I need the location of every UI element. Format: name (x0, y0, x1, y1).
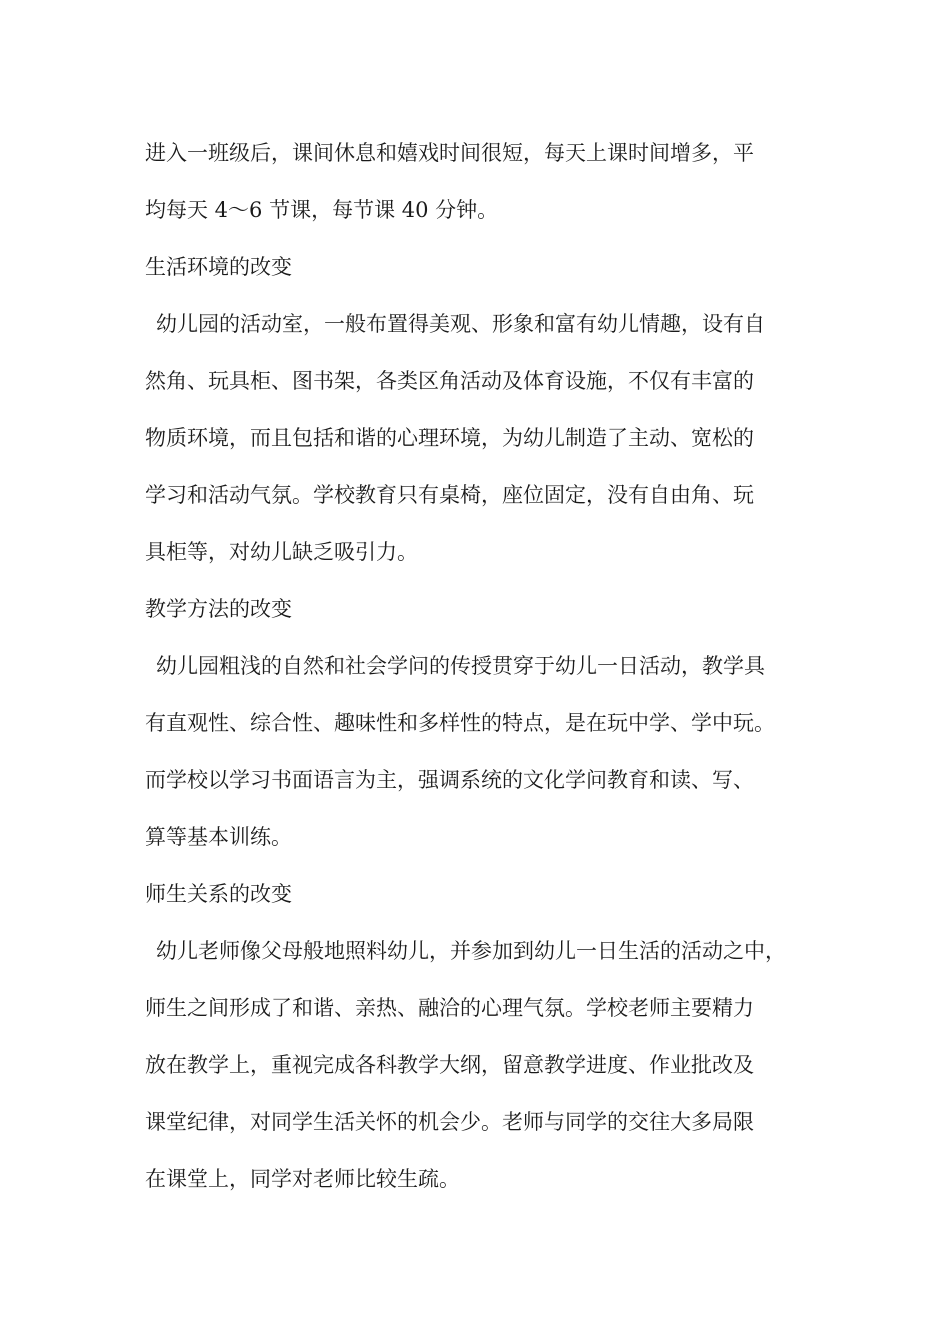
text-line: 物质环境，而且包括和谐的心理环境，为幼儿制造了主动、宽松的 (145, 426, 754, 450)
text-line: 幼儿老师像父母般地照料幼儿，并参加到幼儿一日生活的活动之中， (156, 939, 786, 963)
text-line: 师生之间形成了和谐、亲热、融洽的心理气氛。学校老师主要精力 (145, 996, 754, 1020)
text-line: 算等基本训练。 (145, 825, 292, 849)
text-line: 均每天 4～6 节课，每节课 40 分钟。 (145, 198, 499, 222)
section-heading-teaching-method: 教学方法的改变 (145, 597, 292, 621)
paragraph-living-environment (145, 296, 825, 581)
text-line: 具柜等，对幼儿缺乏吸引力。 (145, 540, 418, 564)
text-line: 幼儿园粗浅的自然和社会学问的传授贯穿于幼儿一日活动，教学具 (156, 654, 765, 678)
text-line: 进入一班级后，课间休息和嬉戏时间很短，每天上课时间增多，平 (145, 141, 754, 165)
text-line: 课堂纪律，对同学生活关怀的机会少。老师与同学的交往大多局限 (145, 1110, 754, 1134)
text-line: 有直观性、综合性、趣味性和多样性的特点，是在玩中学、学中玩。 (145, 711, 775, 735)
paragraph-class-schedule (145, 125, 825, 239)
paragraph-teaching-method (145, 638, 825, 866)
section-heading-teacher-student: 师生关系的改变 (145, 882, 292, 906)
document-page (145, 125, 825, 1208)
text-line: 而学校以学习书面语言为主，强调系统的文化学问教育和读、写、 (145, 768, 754, 792)
text-line: 然角、玩具柜、图书架，各类区角活动及体育设施，不仅有丰富的 (145, 369, 754, 393)
text-line: 放在教学上，重视完成各科教学大纲，留意教学进度、作业批改及 (145, 1053, 754, 1077)
text-line: 学习和活动气氛。学校教育只有桌椅，座位固定，没有自由角、玩 (145, 483, 754, 507)
text-line: 幼儿园的活动室，一般布置得美观、形象和富有幼儿情趣，设有自 (156, 312, 765, 336)
section-heading-living-environment: 生活环境的改变 (145, 255, 292, 279)
text-line: 在课堂上，同学对老师比较生疏。 (145, 1167, 460, 1191)
paragraph-teacher-student (145, 923, 825, 1208)
